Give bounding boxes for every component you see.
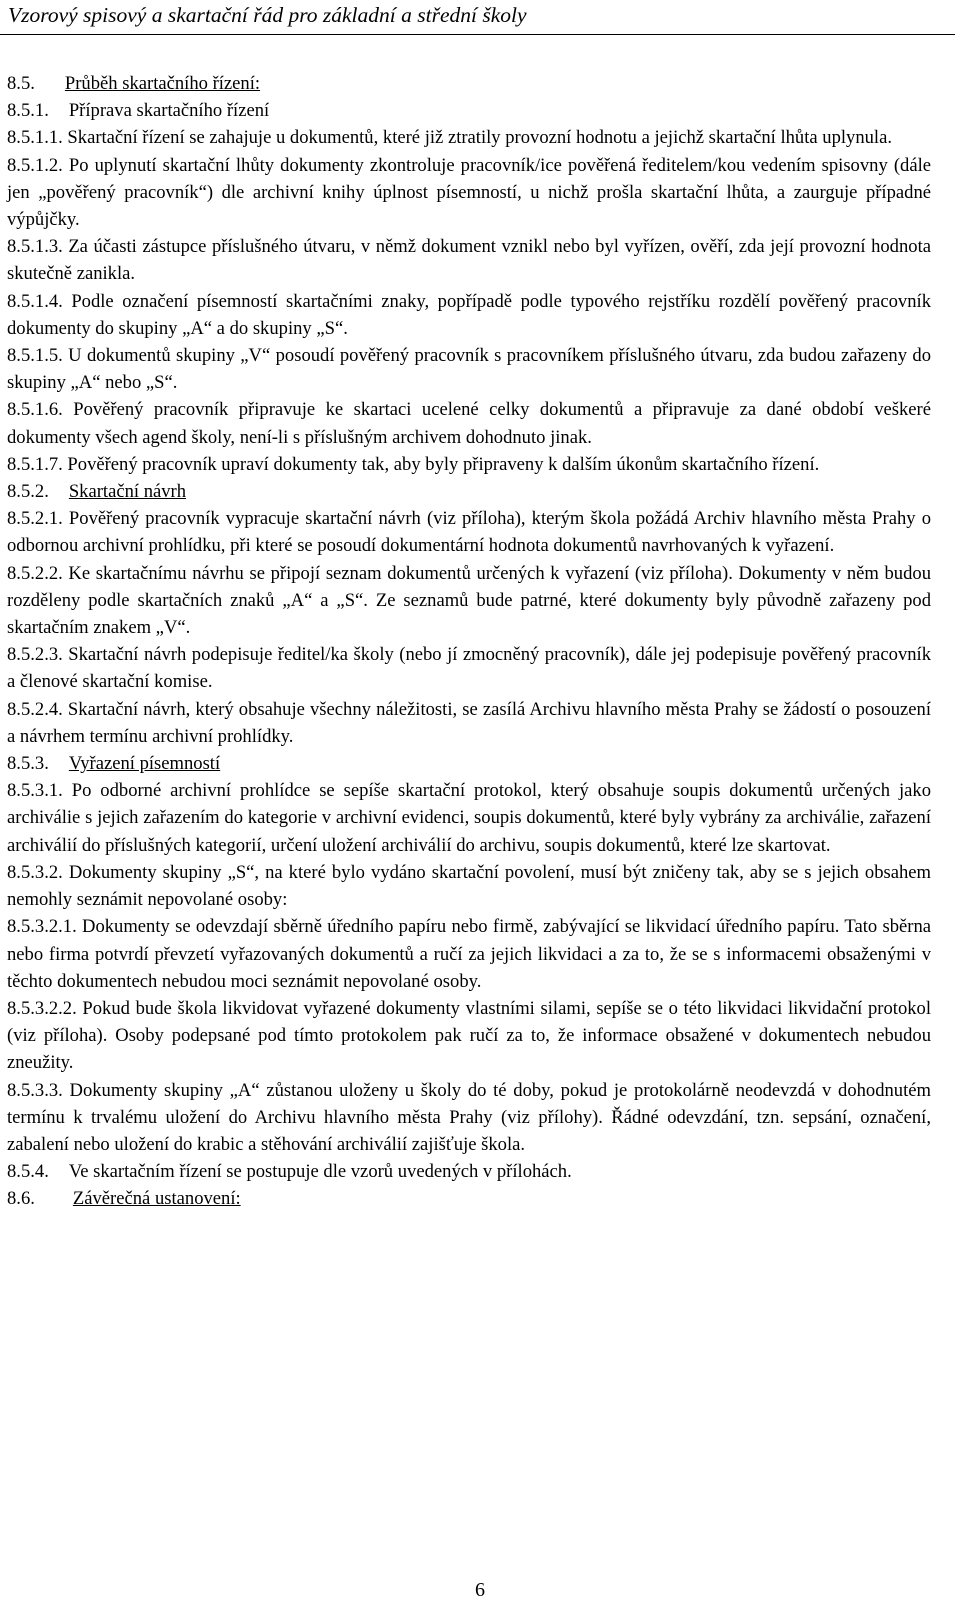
paragraph-8-5-1-5: 8.5.1.5. U dokumentů skupiny „V“ posoudí pověřený pracovník s pracovníkem příslušného útvaru, zda budou zařazeny do skupiny „A“ nebo „S“. [7, 345, 931, 394]
section-number: 8.5.4. [7, 1161, 49, 1183]
document-body [7, 70, 931, 1213]
section-title: Závěrečná ustanovení: [72, 1188, 241, 1210]
paragraph-8-5-1-2: 8.5.1.2. Po uplynutí skartační lhůty dokumenty zkontroluje pracovník/ice pověřená ředitelem/kou vedením spisovny (dále jen „pověřený pracovník“) dle archivní knihy úplnost písemností, u nichž prošla skartační lhůta, a zaurguje případné výpůjčky. [7, 154, 931, 231]
section-title: Skartační návrh [68, 481, 187, 503]
paragraph-8-5-1-6: 8.5.1.6. Pověřený pracovník připravuje ke skartaci ucelené celky dokumentů a připravuje za dané období veškeré dokumenty všech agend školy, není-li s příslušným archivem dohodnuto jinak. [7, 399, 931, 448]
paragraph-8-5-1-4: 8.5.1.4. Podle označení písemností skartačními znaky, popřípadě podle typového rejstříku rozdělí pověřený pracovník dokumenty do skupiny „A“ a do skupiny „S“. [7, 290, 931, 339]
running-header: Vzorový spisový a skartační řád pro základní a střední školy [8, 3, 527, 27]
paragraph-8-5-3-2-2: 8.5.3.2.2. Pokud bude škola likvidovat vyřazené dokumenty vlastními silami, sepíše se o této likvidaci likvidační protokol (viz příloha). Osoby podepsané pod tímto protokolem pak ručí za to, že informace obsažené v dokumentech nebudou zneužity. [7, 997, 931, 1074]
page-number: 6 [475, 1579, 485, 1601]
section-number: 8.5.1. [7, 100, 49, 122]
paragraph-8-5-1-3: 8.5.1.3. Za účasti zástupce příslušného útvaru, v němž dokument vznikl nebo byl vyřízen, ověří, zda její provozní hodnota skutečně zanikla. [7, 236, 931, 285]
section-title: Ve skartačním řízení se postupuje dle vzorů uvedených v přílohách. [68, 1161, 572, 1183]
section-heading-8-5 [7, 70, 931, 97]
paragraph-8-5-3-1: 8.5.3.1. Po odborné archivní prohlídce se sepíše skartační protokol, který obsahuje soupis dokumentů určených jako archiválie s jejich zařazením do kategorie v archivní evidenci, soupis dokumentů, které byly vybrány za archiválie, zařazení archiválií do příslušných kategorií, určení uložení archiválií do archivu, soupis dokumentů, které lze skartovat. [7, 780, 931, 856]
section-title: Příprava skartačního řízení [68, 100, 270, 122]
paragraph-8-5-2-1: 8.5.2.1. Pověřený pracovník vypracuje skartační návrh (viz příloha), kterým škola požádá Archiv hlavního města Prahy o odbornou archivní prohlídku, při které se posoudí dokumentární hodnota dokumentů navrhovaných k vyřazení. [7, 508, 931, 557]
paragraph-8-5-3-2: 8.5.3.2. Dokumenty skupiny „S“, na které bylo vydáno skartační povolení, musí být zničeny tak, aby se s jejich obsahem nemohly seznámit nepovolané osoby: [7, 861, 931, 911]
section-number: 8.5.2. [7, 481, 49, 503]
section-title: Průběh skartačního řízení: [64, 73, 261, 94]
paragraph-8-5-2-3: 8.5.2.3. Skartační návrh podepisuje ředitel/ka školy (nebo jí zmocněný pracovník), dále jej podepisuje pověřený pracovník a členové skartační komise. [7, 644, 931, 693]
section-heading-8-5-3 [7, 750, 931, 777]
section-heading-8-5-4 [7, 1158, 931, 1185]
paragraph-8-5-2-4: 8.5.2.4. Skartační návrh, který obsahuje všechny náležitosti, se zasílá Archivu hlavního města Prahy se žádostí o posouzení a návrhem termínu archivní prohlídky. [7, 698, 931, 747]
paragraph-8-5-3-2-1: 8.5.3.2.1. Dokumenty se odevzdají sběrně úředního papíru nebo firmě, zabývající se likvidací úředního papíru. Tato sběrna nebo firma potvrdí převzetí vyřazovaných dokumentů a ručí za jejich likvidaci a za to, že se s informacemi obsaženými v těchto dokumentech nebudou moci seznámit nepovolané osoby. [7, 916, 931, 992]
section-number: 8.6. [7, 1188, 35, 1210]
paragraph-8-5-1-1: 8.5.1.1. Skartační řízení se zahajuje u dokumentů, které již ztratily provozní hodnotu a jejichž skartační lhůta uplynula. [7, 127, 892, 149]
paragraph-8-5-3-3: 8.5.3.3. Dokumenty skupiny „A“ zůstanou uloženy u školy do té doby, pokud je protokolárně neodevzdá v dohodnutém termínu k trvalému uložení do Archivu hlavního města Prahy (viz přílohy). Řádné odevzdání, tzn. sepsání, označení, zabalení nebo uložení do krabic a stěhování archiválií zajišťuje škola. [7, 1079, 931, 1155]
section-heading-8-5-1 [7, 97, 931, 124]
section-heading-8-5-2 [7, 478, 931, 505]
paragraph-8-5-1-7: 8.5.1.7. Pověřený pracovník upraví dokumenty tak, aby byly připraveny k dalším úkonům skartačního řízení. [7, 453, 820, 475]
header-divider [0, 34, 955, 35]
section-heading-8-6 [7, 1185, 931, 1212]
section-number: 8.5. [7, 73, 35, 94]
paragraph-8-5-2-2: 8.5.2.2. Ke skartačnímu návrhu se připojí seznam dokumentů určených k vyřazení (viz příloha). Dokumenty v něm budou rozděleny podle skartačních znaků „A“ a „S“. Ze seznamů bude patrné, které dokumenty byly původně zařazeny pod skartačním znakem „V“. [7, 562, 931, 639]
section-title: Vyřazení písemností [68, 753, 221, 775]
section-number: 8.5.3. [7, 753, 49, 775]
